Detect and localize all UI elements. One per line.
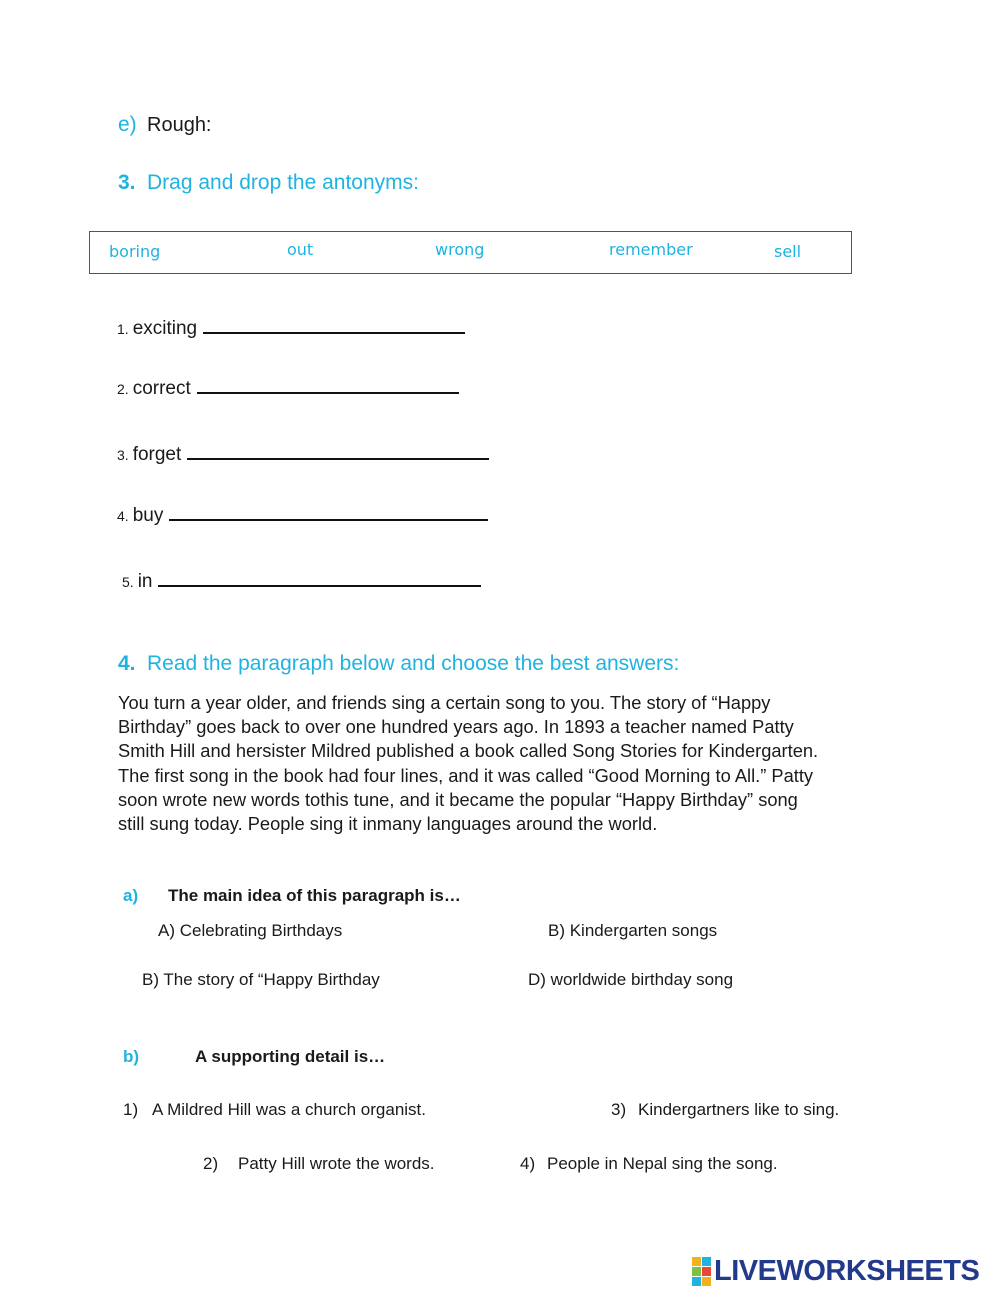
answer-option-a3[interactable]: B) The story of “Happy Birthday <box>142 970 380 989</box>
section4-title: Read the paragraph below and choose the best answers: <box>147 652 680 675</box>
antonym-question-4 <box>117 501 488 527</box>
answer-option-b4[interactable]: People in Nepal sing the song. <box>547 1154 778 1173</box>
question-number: 3. <box>117 447 129 463</box>
option-b3-number: 3) <box>611 1100 627 1119</box>
option-b4-number: 4) <box>520 1154 536 1173</box>
question-word: in <box>137 571 153 592</box>
answer-drop-zone-4[interactable] <box>169 501 488 521</box>
question-number: 2. <box>117 381 129 397</box>
section4-number: 4. <box>118 652 136 675</box>
antonym-question-2 <box>117 374 459 400</box>
paragraph-line: Birthday” goes back to over one hundred years ago. In 1893 a teacher named Patty <box>118 716 794 738</box>
item-e-text: Rough: <box>147 114 212 136</box>
answer-drop-zone-1[interactable] <box>203 314 465 334</box>
option-b1-number: 1) <box>123 1100 139 1119</box>
draggable-word-wrong[interactable]: wrong <box>435 240 485 259</box>
draggable-word-sell[interactable]: sell <box>774 242 802 261</box>
item-e-letter: e) <box>118 113 137 136</box>
question-word: forget <box>132 444 182 465</box>
question-b-text: A supporting detail is… <box>195 1047 386 1066</box>
antonym-question-3 <box>117 440 489 466</box>
draggable-word-boring[interactable]: boring <box>109 242 161 261</box>
question-word: exciting <box>132 318 198 339</box>
question-number: 5. <box>122 574 134 590</box>
answer-drop-zone-3[interactable] <box>187 440 489 460</box>
logo-blocks-icon <box>692 1257 711 1286</box>
section3-title: Drag and drop the antonyms: <box>147 171 419 194</box>
word-bank <box>89 231 852 274</box>
question-b-letter: b) <box>123 1047 140 1066</box>
reading-paragraph <box>118 691 878 836</box>
paragraph-line: still sung today. People sing it inmany languages around the world. <box>118 813 658 835</box>
answer-option-b1[interactable]: A Mildred Hill was a church organist. <box>152 1100 427 1119</box>
draggable-word-remember[interactable]: remember <box>609 240 693 259</box>
paragraph-line: Smith Hill and hersister Mildred published a book called Song Stories for Kindergarten. <box>118 740 819 762</box>
draggable-word-out[interactable]: out <box>287 240 314 259</box>
section3-number: 3. <box>118 171 136 194</box>
answer-option-a1[interactable]: A) Celebrating Birthdays <box>158 921 343 940</box>
question-a-letter: a) <box>123 886 139 905</box>
paragraph-line: soon wrote new words tothis tune, and it became the popular “Happy Birthday” song <box>118 788 798 810</box>
logo-text: LIVEWORKSHEETS <box>714 1255 980 1287</box>
option-b2-number: 2) <box>203 1154 219 1173</box>
answer-drop-zone-5[interactable] <box>158 567 481 587</box>
question-a-text: The main idea of this paragraph is… <box>168 886 461 905</box>
answer-option-b2[interactable]: Patty Hill wrote the words. <box>238 1154 435 1173</box>
antonym-question-1 <box>117 314 465 340</box>
question-number: 4. <box>117 508 129 524</box>
question-word: correct <box>132 378 191 399</box>
question-word: buy <box>132 505 164 526</box>
paragraph-line: You turn a year older, and friends sing a certain song to you. The story of “Happy <box>118 692 771 713</box>
question-number: 1. <box>117 321 129 337</box>
paragraph-line: The first song in the book had four lines, and it was called “Good Morning to All.” Patty <box>118 764 814 786</box>
answer-drop-zone-2[interactable] <box>197 374 459 394</box>
antonym-question-5 <box>122 567 481 593</box>
answer-option-a4[interactable]: D) worldwide birthday song <box>528 970 734 989</box>
answer-option-a2[interactable]: B) Kindergarten songs <box>548 921 718 940</box>
answer-option-b3[interactable]: Kindergartners like to sing. <box>638 1100 840 1119</box>
liveworksheets-logo <box>692 1255 979 1288</box>
